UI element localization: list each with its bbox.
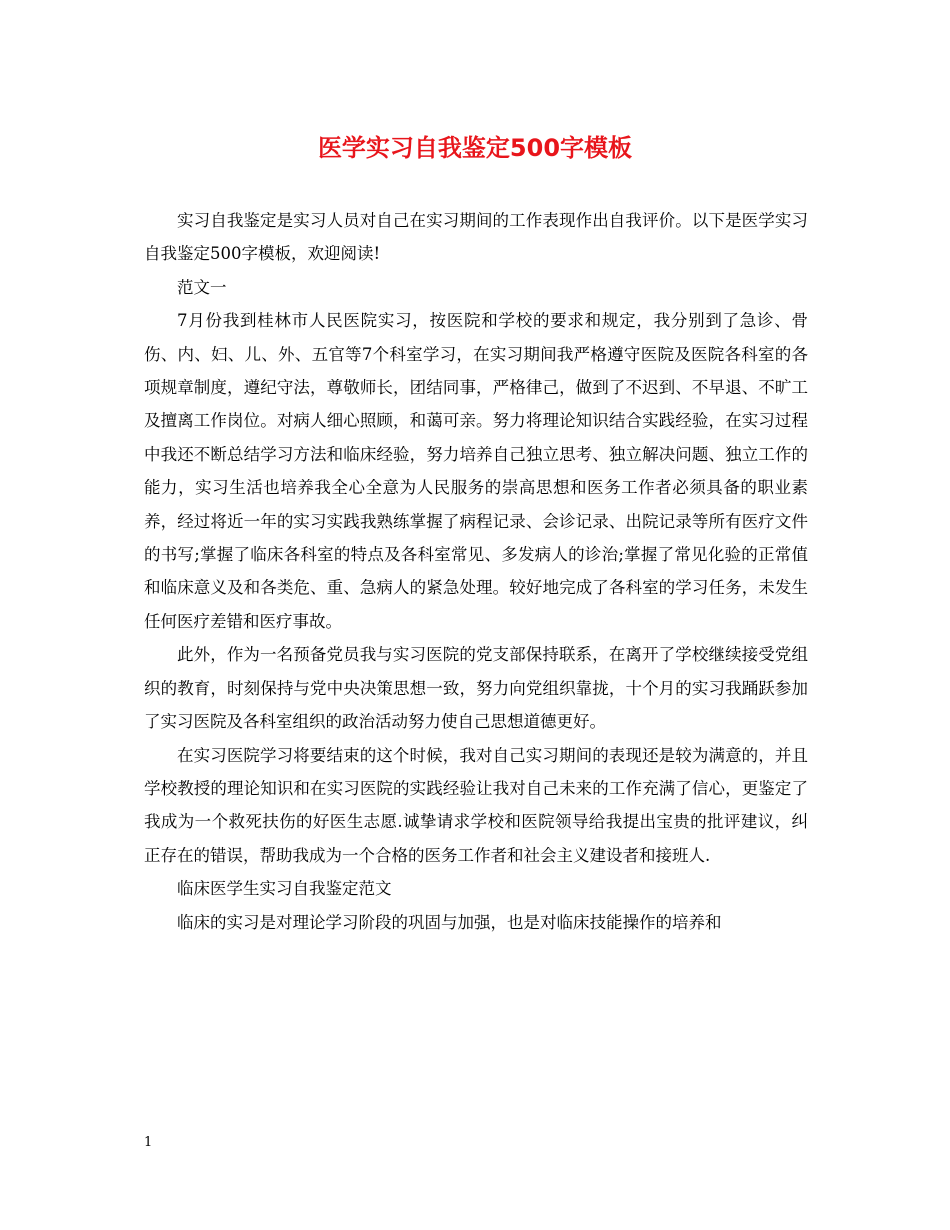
page-number: 1 <box>144 1135 153 1150</box>
paragraph-conclusion: 在实习医院学习将要结束的这个时候，我对自己实习期间的表现还是较为满意的，并且学校教授的理论知识和在实习医院的实践经验让我对自己未来的工作充满了信心，更鉴定了我成为一个救死扶伤的好医生志愿.诚挚请求学校和医院领导给我提出宝贵的批评建议，纠正存在的错误，帮助我成为一个合格的医务工作者和社会主义建设者和接班人. <box>144 745 808 865</box>
paragraph-party-member: 此外，作为一名预备党员我与实习医院的党支部保持联系，在离开了学校继续接受党组织的教育，时刻保持与党中央决策思想一致，努力向党组织靠拢，十个月的实习我踊跃参加了实习医院及各科室组织的政治活动努力使自己思想道德更好。 <box>144 645 808 732</box>
paragraph-internship-details: 7月份我到桂林市人民医院实习，按医院和学校的要求和规定，我分别到了急诊、骨伤、内、妇、儿、外、五官等7个科室学习，在实习期间我严格遵守医院及医院各科室的各项规章制度，遵纪守法，尊敬师长，团结同事，严格律己，做到了不迟到、不早退、不旷工及擅离工作岗位。对病人细心照顾，和蔼可亲。努力将理论知识结合实践经验，在实习过程中我还不断总结学习方法和临床经验，努力培养自己独立思考、独立解决问题、独立工作的能力，实习生活也培养我全心全意为人民服务的崇高思想和医务工作者必须具备的职业素养，经过将近一年的实习实践我熟练掌握了病程记录、会诊记录、出院记录等所有医疗文件的书写;掌握了临床各科室的特点及各科室常见、多发病人的诊治;掌握了常见化验的正常值和临床意义及和各类危、重、急病人的紧急处理。较好地完成了各科室的学习任务，未发生任何医疗差错和医疗事故。 <box>144 311 808 631</box>
document-body <box>144 204 808 939</box>
section-heading-sample-one: 范文一 <box>177 277 227 297</box>
document-title: 医学实习自我鉴定500字模板 <box>317 134 633 162</box>
paragraph-clinical-start: 临床的实习是对理论学习阶段的巩固与加强，也是对临床技能操作的培养和 <box>177 912 722 932</box>
paragraph-intro: 实习自我鉴定是实习人员对自己在实习期间的工作表现作出自我评价。以下是医学实习自我鉴定500字模板，欢迎阅读! <box>144 211 808 264</box>
section-heading-clinical-sample: 临床医学生实习自我鉴定范文 <box>177 879 392 899</box>
